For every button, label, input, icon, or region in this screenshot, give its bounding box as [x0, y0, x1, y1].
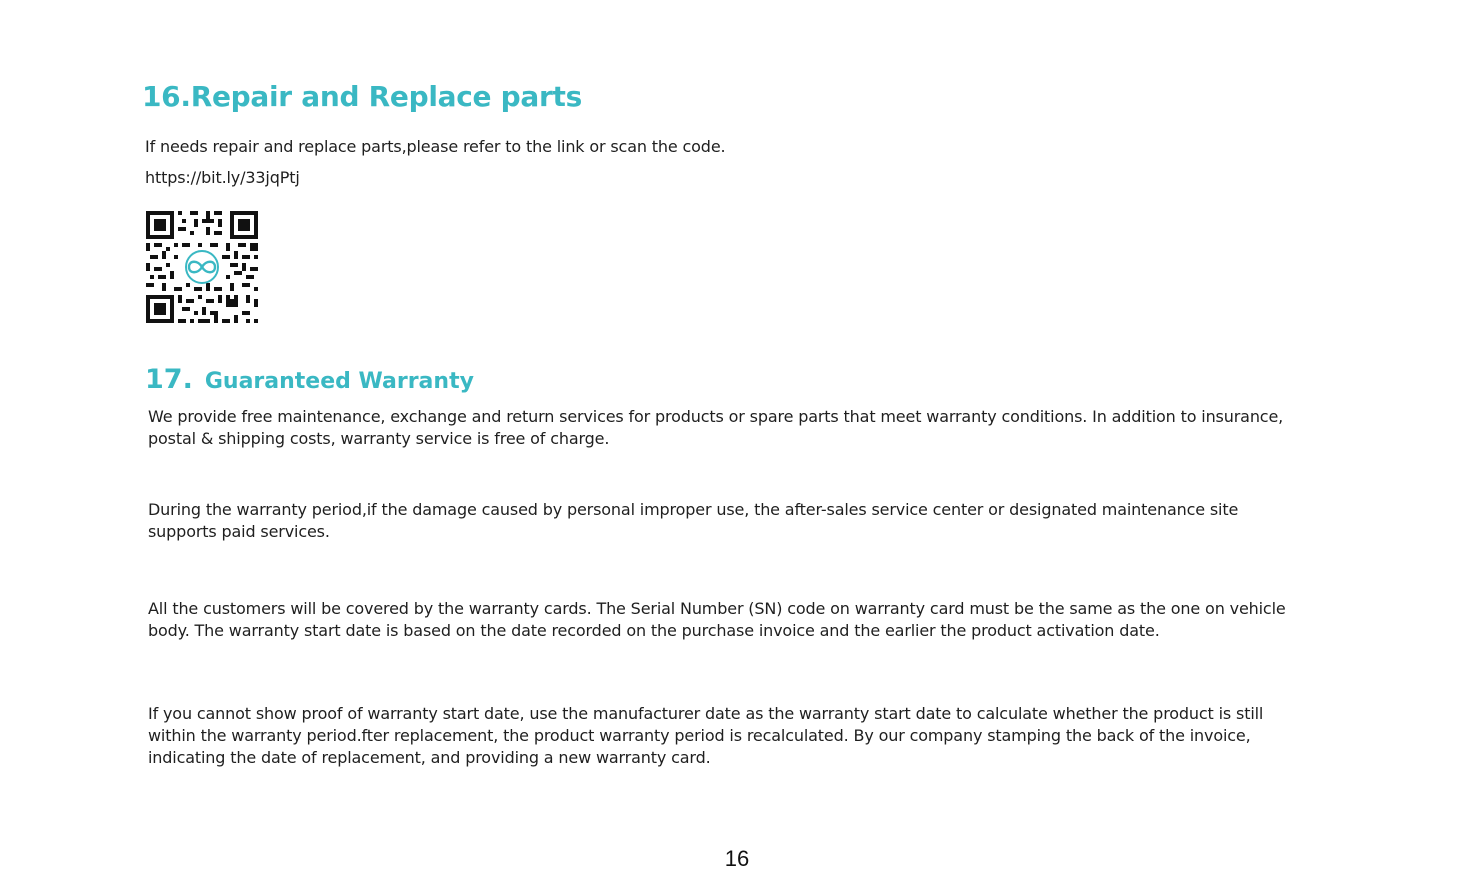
warranty-paragraph-3-line-1: All the customers will be covered by the warranty cards. The Serial Number (SN) code on warranty card must be the same as the one on vehicle [148, 599, 1286, 618]
warranty-paragraph-2-line-1: During the warranty period,if the damage caused by personal improper use, the after-sales service center or designated maintenance site [148, 500, 1239, 519]
section-17-title [145, 364, 474, 395]
section-16-title: 16.Repair and Replace parts [142, 80, 582, 113]
repair-link[interactable]: https://bit.ly/33jqPtj [145, 168, 300, 187]
warranty-paragraph-4-line-2: within the warranty period.fter replacement, the product warranty period is recalculated. By our company stamping the back of the invoice, [148, 726, 1251, 745]
warranty-paragraph-1-line-1: We provide free maintenance, exchange and return services for products or spare parts that meet warranty conditions. In addition to insurance, [148, 407, 1284, 426]
section-16-intro: If needs repair and replace parts,please refer to the link or scan the code. [145, 137, 726, 156]
section-17-heading: Guaranteed Warranty [204, 369, 474, 394]
qr-code-icon[interactable] [146, 211, 258, 323]
warranty-paragraph-3-line-2: body. The warranty start date is based on the date recorded on the purchase invoice and the earlier the product activation date. [148, 621, 1160, 640]
section-17-number: 17. [145, 364, 193, 395]
warranty-paragraph-4-line-3: indicating the date of replacement, and providing a new warranty card. [148, 748, 711, 767]
warranty-paragraph-1-line-2: postal & shipping costs, warranty service is free of charge. [148, 429, 610, 448]
infinity-logo-icon [186, 251, 218, 283]
warranty-paragraph-4-line-1: If you cannot show proof of warranty start date, use the manufacturer date as the warranty start date to calculate whether the product is still [148, 704, 1264, 723]
page-number: 16 [724, 846, 750, 871]
warranty-paragraph-2-line-2: supports paid services. [148, 522, 330, 541]
